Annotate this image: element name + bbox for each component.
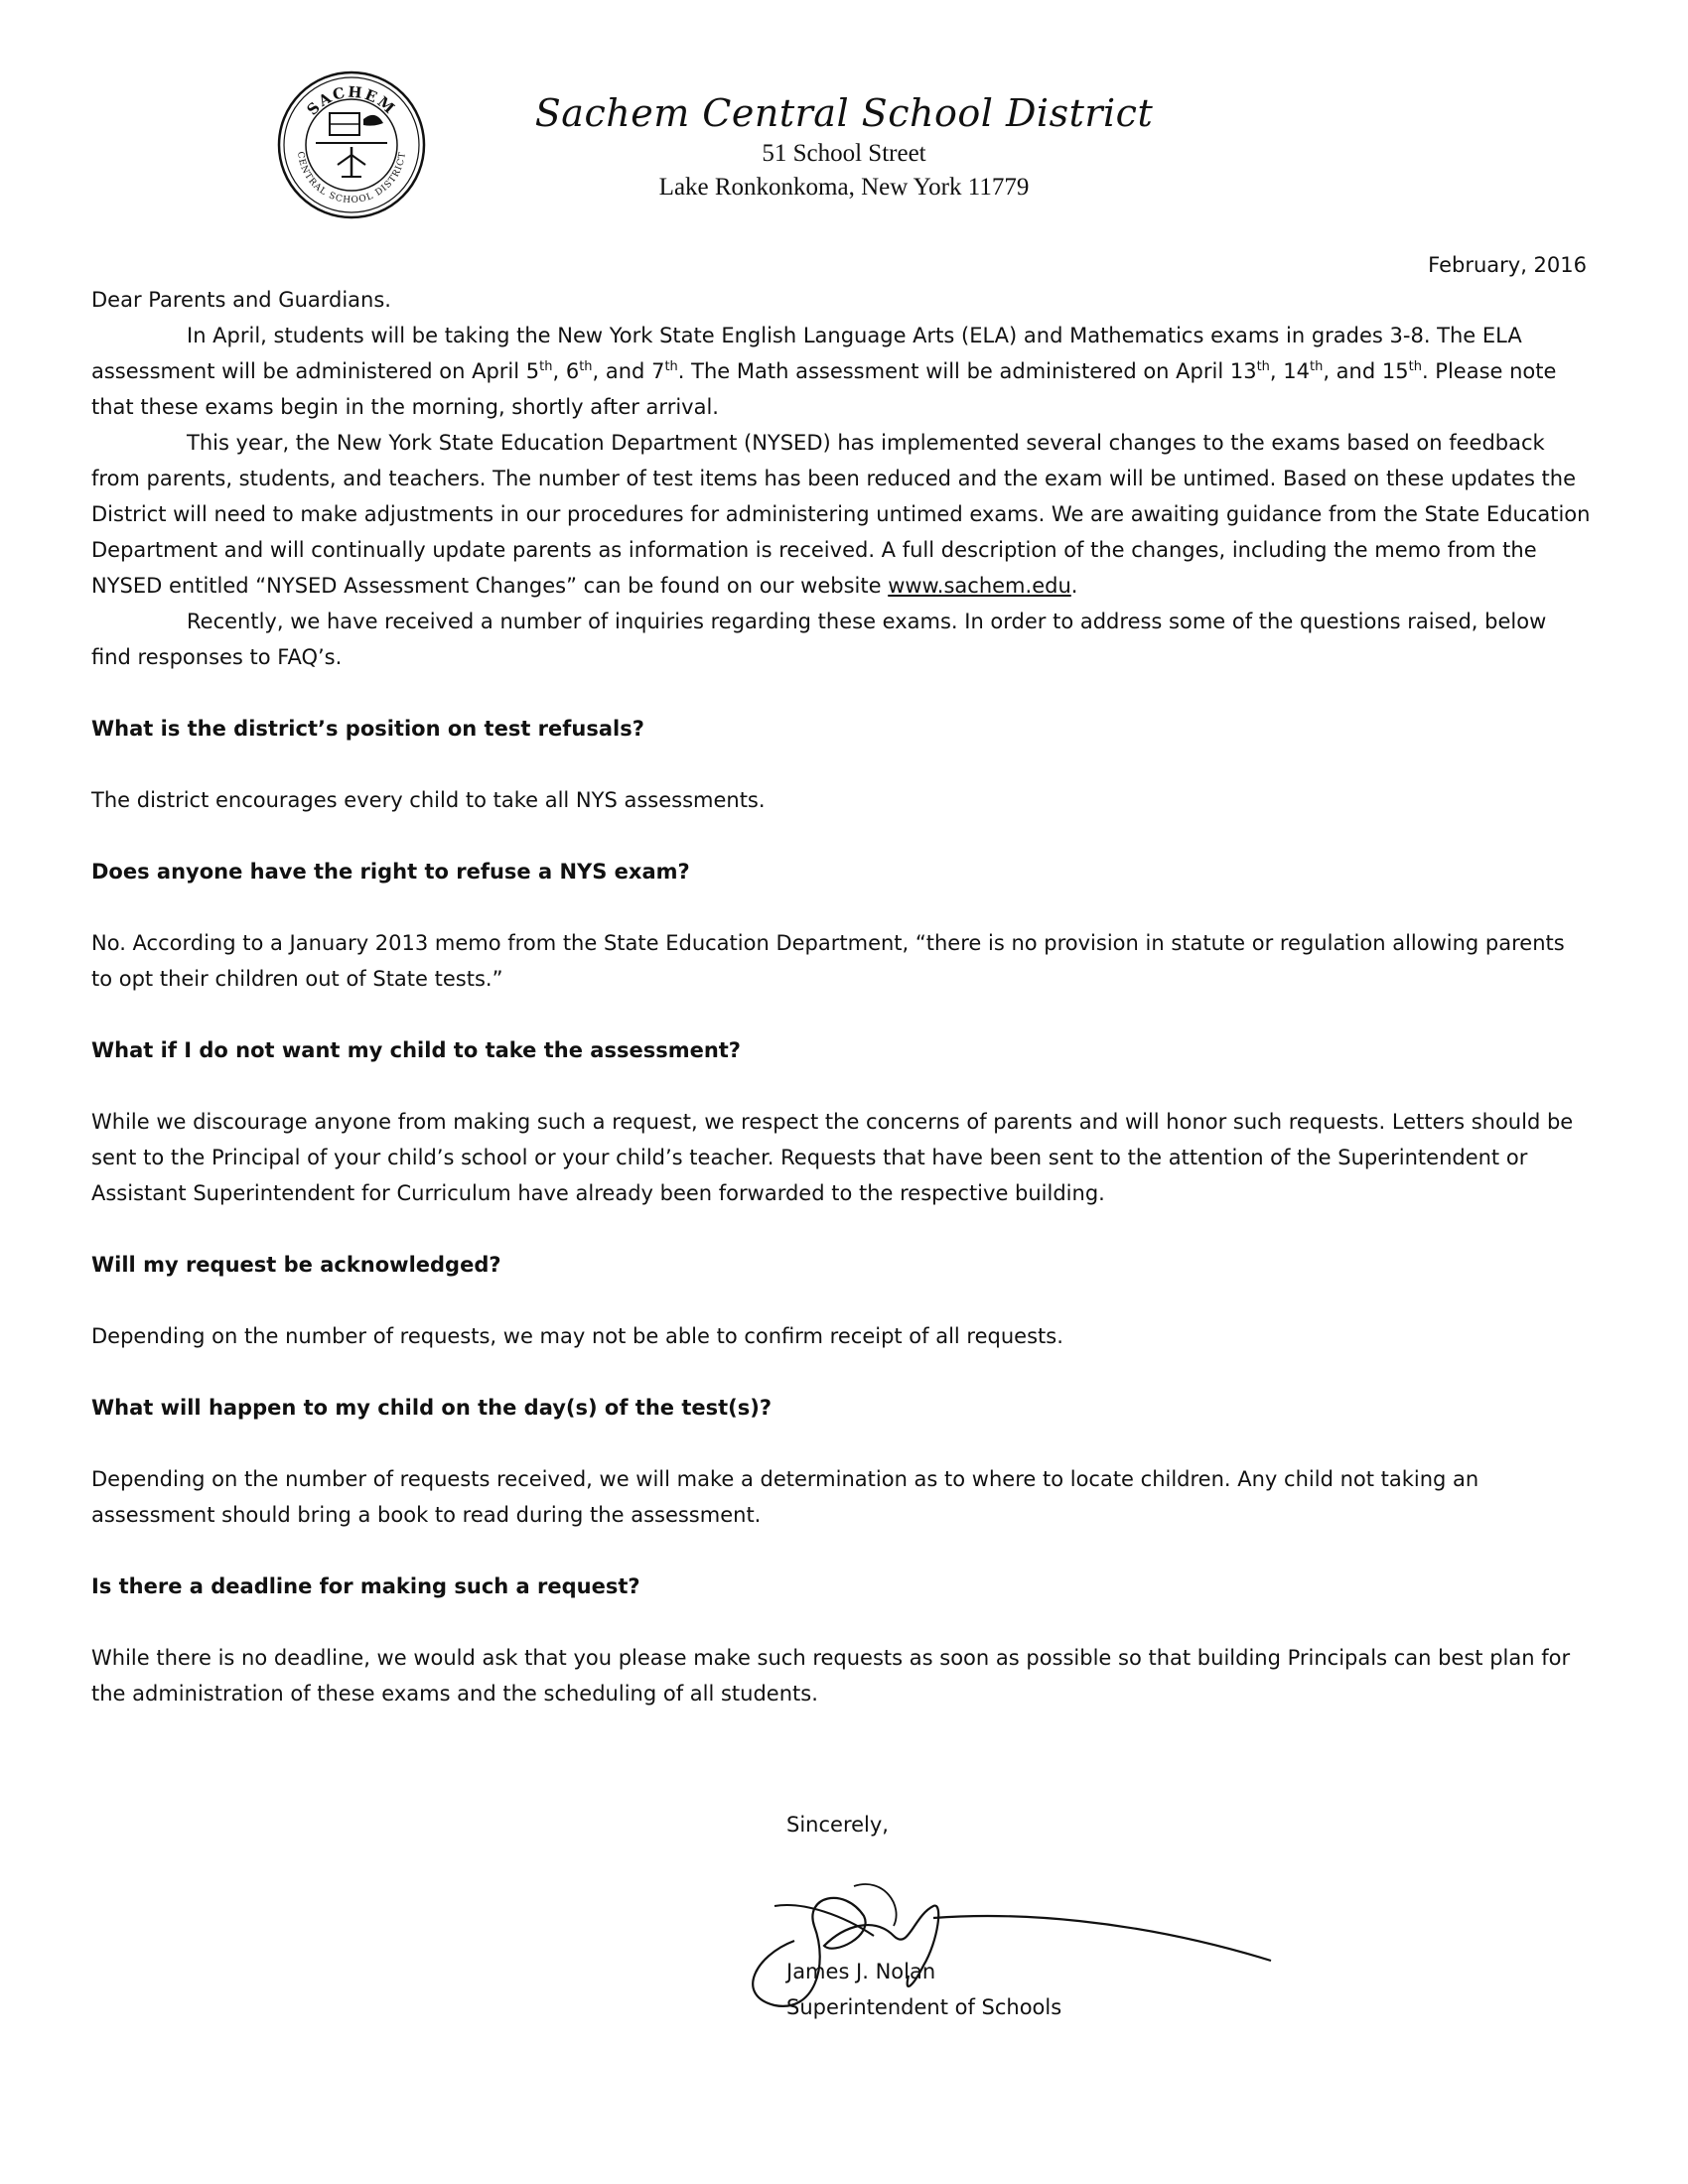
district-seal-logo (276, 69, 427, 220)
paragraph-inquiries: Recently, we have received a number of inquiries regarding these exams. In order to address some of the questions raised, below find responses to FAQ’s. (91, 610, 1547, 669)
faq-answer: While there is no deadline, we would ask that you please make such requests as soon as possible so that building Principals can best plan for the administration of these exams and the scheduling of all students. (91, 1646, 1571, 1706)
street-address: 51 School Street (762, 140, 926, 167)
signer-block (786, 1954, 1061, 2025)
letter-body (91, 282, 1591, 1711)
faq-question: What if I do not want my child to take the assessment? (91, 1038, 741, 1062)
faq-question: What will happen to my child on the day(s) of the test(s)? (91, 1396, 773, 1420)
seal-text-top: SACHEM (303, 82, 400, 119)
faq-question: Does anyone have the right to refuse a NYS exam? (91, 860, 690, 884)
faq-answer: Depending on the number of requests, we may not be able to confirm receipt of all requests. (91, 1324, 1063, 1348)
faq-answer: While we discourage anyone from making such a request, we respect the concerns of parents and will honor such requests. Letters should be sent to the Principal of your child’s school or your child’s teacher. Requests that have been sent to the attention of the Superintendent or Assistant Superintendent for Curriculum have already been forwarded to the respective building. (91, 1110, 1574, 1205)
seal-text-bottom: CENTRAL SCHOOL DISTRICT (294, 151, 409, 206)
district-name: Sachem Central School District (534, 91, 1154, 135)
letter-date: February, 2016 (1428, 253, 1587, 277)
faq-answer: The district encourages every child to take all NYS assessments. (91, 788, 766, 812)
website-link[interactable]: www.sachem.edu (888, 574, 1071, 598)
paragraph-nysed-changes: This year, the New York State Education Department (NYSED) has implemented several changes to the exams based on feedback from parents, students, and teachers. The number of test items has been reduced and the exam will be untimed. Based on these updates the District will need to make adjustments in our procedures for administering untimed exams. We are awaiting guidance from the State Education Department and will continually update parents as information is received. A full description of the changes, including the memo from the NYSED entitled “NYSED Assessment Changes” can be found on our website www.sachem.edu. (91, 431, 1591, 598)
salutation: Dear Parents and Guardians. (91, 288, 391, 312)
paragraph-exam-dates: In April, students will be taking the New York State English Language Arts (ELA) and Mathematics exams in grades 3-8. The ELA assessment will be administered on April 5th, 6th, and 7th. The Math assessment will be administered on April 13th, 14th, and 15th. Please note that these exams begin in the morning, shortly after arrival. (91, 324, 1557, 419)
signer-name: James J. Nolan (786, 1960, 936, 1983)
signer-title: Superintendent of Schools (786, 1995, 1062, 2019)
faq-question: Will my request be acknowledged? (91, 1253, 501, 1277)
letterhead (496, 89, 1192, 205)
faq-answer: No. According to a January 2013 memo from the State Education Department, “there is no provision in statute or regulation allowing parents to opt their children out of State tests.” (91, 931, 1565, 991)
faq-answer: Depending on the number of requests received, we will make a determination as to where to locate children. Any child not taking an assessment should bring a book to read during the assessment. (91, 1467, 1479, 1527)
city-address: Lake Ronkonkoma, New York 11779 (658, 174, 1030, 201)
faq-question: Is there a deadline for making such a request? (91, 1574, 640, 1598)
faq-question: What is the district’s position on test refusals? (91, 717, 644, 741)
closing: Sincerely, (786, 1813, 889, 1837)
